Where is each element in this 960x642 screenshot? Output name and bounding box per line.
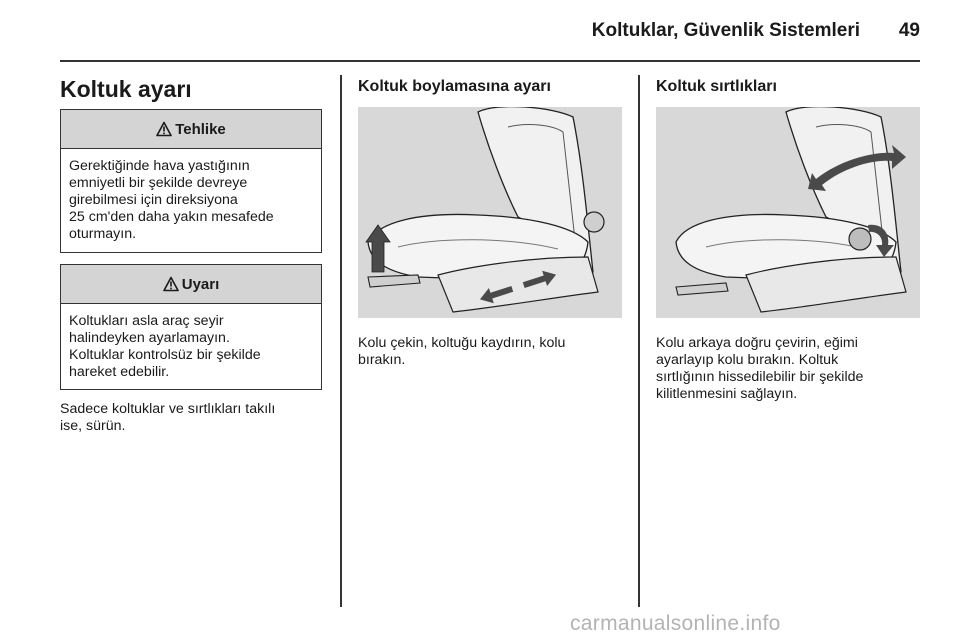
- seat-paragraph: [60, 401, 330, 435]
- warning-box-header: [61, 265, 321, 304]
- text-line: 25 cm'den daha yakın mesafede: [69, 209, 274, 225]
- figure-seat-backrest: [656, 107, 920, 318]
- danger-box-header: [61, 110, 321, 149]
- danger-box-text: [61, 149, 321, 243]
- header-title: Koltuklar, Güvenlik Sistemleri: [591, 20, 860, 41]
- text-line: Kolu arkaya doğru çevirin, eğimi: [656, 335, 858, 351]
- warning-box-label: Uyarı: [181, 275, 220, 293]
- watermark: carmanualsonline.info: [570, 612, 781, 635]
- text-line: halindeyken ayarlamayın.: [69, 330, 230, 346]
- danger-box: [60, 109, 322, 253]
- column-divider-1: [340, 75, 342, 607]
- text-line: kilitlenmesini sağlayın.: [656, 386, 798, 402]
- text-line: Koltuklar kontrolsüz bir şekilde: [69, 347, 261, 363]
- text-line: Gerektiğinde hava yastığının: [69, 158, 250, 174]
- page-number: 49: [898, 20, 920, 41]
- section-heading-fore-aft: Koltuk boylamasına ayarı: [358, 78, 551, 95]
- column-divider-2: [638, 75, 640, 607]
- seat-illustration: [656, 107, 920, 318]
- warning-triangle-icon: [163, 276, 179, 292]
- warning-box-text: [61, 304, 321, 381]
- backrest-caption: [656, 335, 926, 403]
- section-heading-seat-adjustment: Koltuk ayarı: [60, 76, 192, 102]
- seat-illustration: [358, 107, 622, 318]
- text-line: sırtlığının hissedilebilir bir şekilde: [656, 369, 864, 385]
- text-line: Sadece koltuklar ve sırtlıkları takılı: [60, 401, 276, 417]
- danger-box-label: Tehlike: [175, 120, 226, 138]
- header-rule: [60, 60, 920, 62]
- text-line: hareket edebilir.: [69, 364, 170, 380]
- text-line: emniyetli bir şekilde devreye: [69, 175, 248, 191]
- warning-box: [60, 264, 322, 390]
- section-heading-backrest: Koltuk sırtlıkları: [656, 78, 777, 95]
- text-line: ise, sürün.: [60, 418, 126, 434]
- text-line: bırakın.: [358, 352, 406, 368]
- text-line: ayarlayıp kolu bırakın. Koltuk: [656, 352, 839, 368]
- text-line: Kolu çekin, koltuğu kaydırın, kolu: [358, 335, 566, 351]
- fore-aft-caption: [358, 335, 628, 369]
- text-line: girebilmesi için direksiyona: [69, 192, 238, 208]
- warning-triangle-icon: [156, 121, 172, 137]
- text-line: oturmayın.: [69, 226, 137, 242]
- figure-seat-fore-aft: [358, 107, 622, 318]
- text-line: Koltukları asla araç seyir: [69, 313, 224, 329]
